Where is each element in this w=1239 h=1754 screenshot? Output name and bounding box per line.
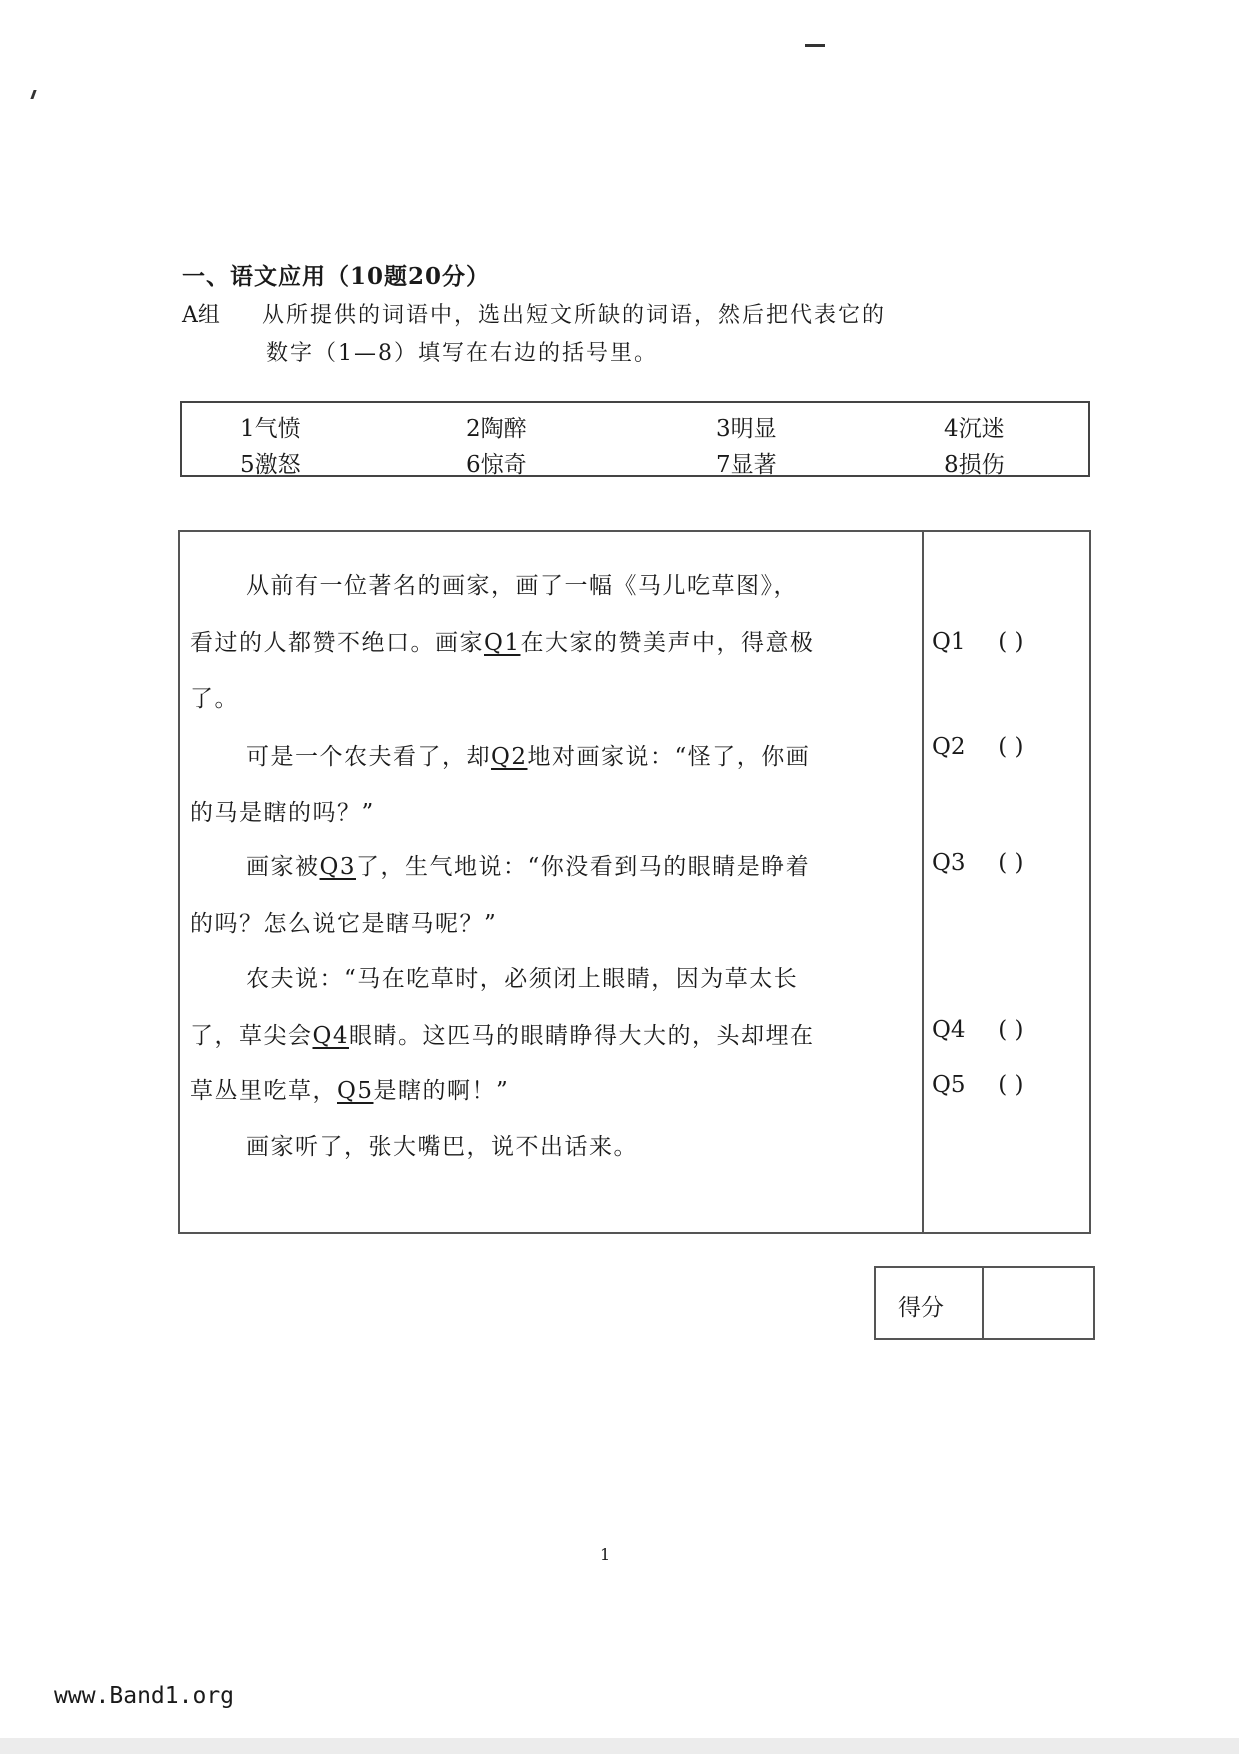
word-option: 5激怒 — [240, 452, 301, 478]
word-option: 3明显 — [716, 416, 777, 442]
score-label: 得分 — [898, 1295, 944, 1321]
word-option: 4沉迷 — [944, 416, 1005, 442]
passage-line — [246, 567, 798, 600]
score-box — [874, 1266, 1095, 1340]
scan-edge — [0, 1738, 1239, 1754]
passage-text: 草丛里吃草， — [190, 1078, 337, 1104]
passage-text: 画家听了，张大嘴巴，说不出话来。 — [246, 1134, 638, 1160]
word-option: 2陶醉 — [466, 416, 527, 442]
word-option: 8损伤 — [944, 452, 1005, 478]
passage-text: 的吗？怎么说它是瞎马呢？” — [190, 911, 498, 937]
passage-text: 了，生气地说：“你没看到马的眼睛是睁着 — [356, 854, 811, 880]
blank-marker-q3: Q3 — [319, 854, 356, 880]
blank-marker-q2: Q2 — [491, 744, 528, 770]
passage-text: 的马是瞎的吗？” — [190, 800, 375, 826]
instruction-line: 数字（1—8）填写在右边的括号里。 — [266, 341, 658, 366]
blank-marker-q4: Q4 — [312, 1023, 349, 1049]
passage-box — [178, 530, 1091, 1234]
passage-text: 看过的人都赞不绝口。画家 — [190, 630, 484, 656]
passage-text: 在大家的赞美声中，得意极 — [520, 630, 815, 656]
word-option: 7显著 — [716, 452, 777, 478]
column-divider — [922, 532, 924, 1232]
score-field[interactable] — [984, 1268, 1093, 1338]
passage-line — [190, 905, 497, 938]
passage-line — [190, 1072, 509, 1105]
passage-text: 了，草尖会 — [190, 1023, 313, 1049]
group-label: A组 — [182, 303, 220, 328]
passage-line — [190, 794, 375, 827]
passage-text: 了。 — [190, 686, 239, 712]
passage-line — [190, 624, 815, 657]
passage-text: 从前有一位著名的画家，画了一幅《马儿吃草图》， — [246, 573, 798, 599]
passage-line — [246, 1128, 638, 1161]
passage-line — [190, 680, 239, 713]
passage-text: 可是一个农夫看了，却 — [246, 744, 491, 770]
section-title: 一、语文应用（10题20分） — [182, 263, 491, 290]
scan-mark — [805, 44, 825, 47]
passage-line — [190, 1017, 815, 1050]
answer-slot-q1[interactable]: Q1 ( ) — [932, 629, 1024, 655]
passage-text: 农夫说：“马在吃草时，必须闭上眼睛，因为草太长 — [246, 966, 799, 992]
passage-line — [246, 960, 798, 993]
word-option: 1气愤 — [240, 416, 301, 442]
blank-marker-q1: Q1 — [484, 630, 521, 656]
answer-slot-q2[interactable]: Q2 ( ) — [932, 734, 1024, 760]
word-bank — [180, 401, 1090, 477]
passage-text: 是瞎的啊！” — [373, 1078, 510, 1104]
passage-text: 眼睛。这匹马的眼睛睁得大大的，头却埋在 — [349, 1023, 815, 1049]
instruction-line: 从所提供的词语中，选出短文所缺的词语，然后把代表它的 — [262, 303, 887, 328]
passage-line — [246, 848, 810, 881]
scan-mark — [30, 90, 36, 99]
footer-url: www.Band1.org — [54, 1683, 235, 1709]
blank-marker-q5: Q5 — [337, 1078, 374, 1104]
word-option: 6惊奇 — [466, 452, 527, 478]
answer-slot-q5[interactable]: Q5 ( ) — [932, 1072, 1024, 1098]
answer-slot-q4[interactable]: Q4 ( ) — [932, 1017, 1024, 1043]
passage-line — [246, 738, 810, 771]
passage-text: 画家被 — [246, 854, 320, 880]
answer-slot-q3[interactable]: Q3 ( ) — [932, 850, 1024, 876]
passage-text: 地对画家说：“怪了，你画 — [527, 744, 811, 770]
page-number: 1 — [600, 1545, 611, 1564]
